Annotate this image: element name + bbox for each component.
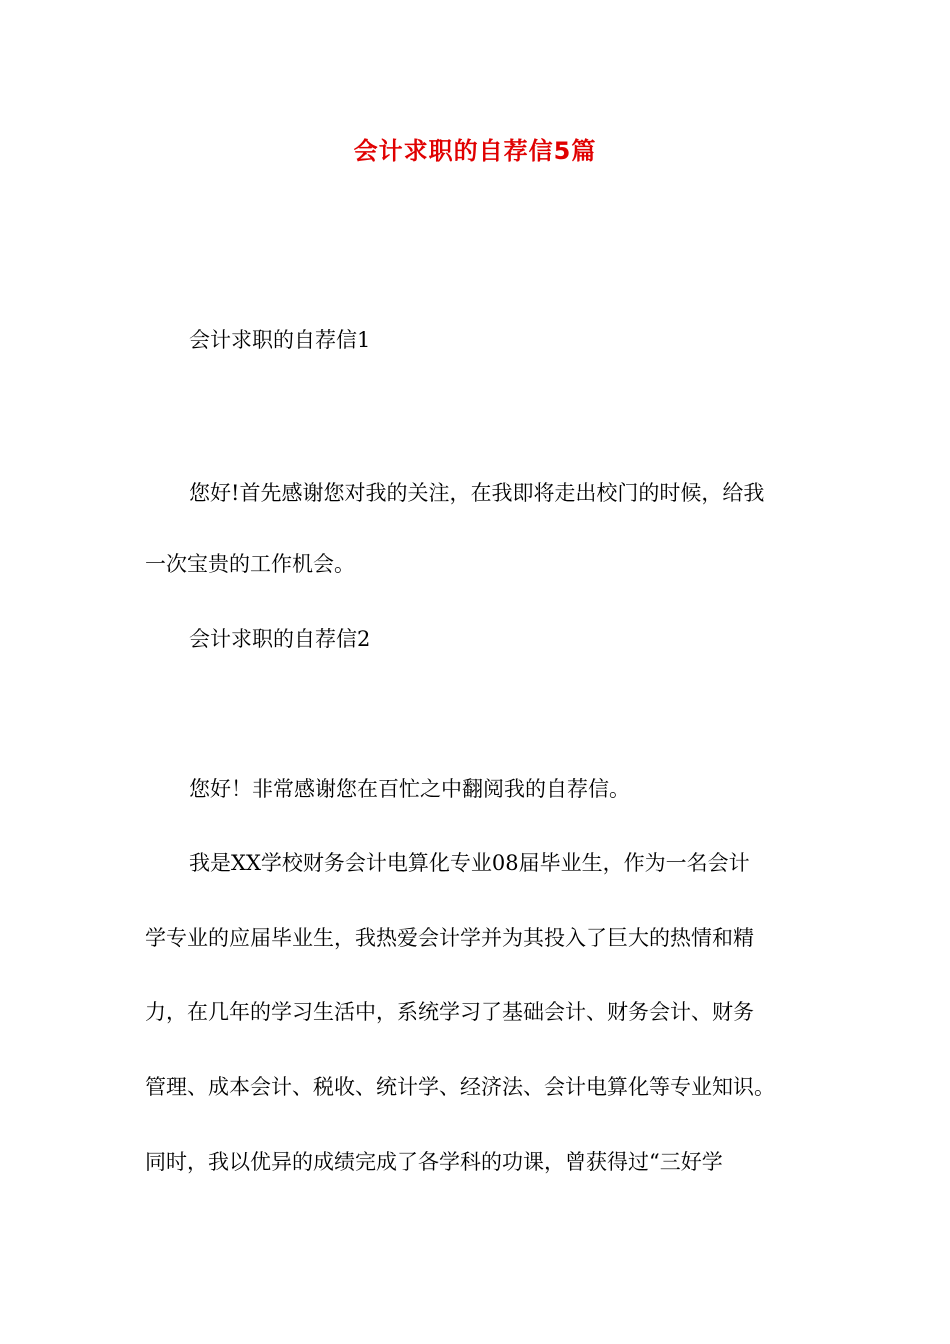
section-heading-1: 会计求职的自荐信1 xyxy=(189,328,371,352)
document-title: 会计求职的自荐信5篇 xyxy=(353,137,597,165)
paragraph-line: 一次宝贵的工作机会。 xyxy=(145,552,355,576)
paragraph-line: 学专业的应届毕业生，我热爱会计学并为其投入了巨大的热情和精 xyxy=(145,926,754,950)
paragraph-line: 同时，我以优异的成绩完成了各学科的功课，曾获得过“三好学 xyxy=(145,1150,723,1174)
paragraph-line: 力，在几年的学习生活中，系统学习了基础会计、财务会计、财务 xyxy=(145,1000,754,1024)
paragraph-line: 您好!首先感谢您对我的关注，在我即将走出校门的时候，给我 xyxy=(189,481,765,505)
paragraph-line: 我是XX学校财务会计电算化专业08届毕业生，作为一名会计 xyxy=(189,851,750,875)
paragraph-line: 管理、成本会计、税收、统计学、经济法、会计电算化等专业知识。 xyxy=(145,1075,775,1099)
section-heading-2: 会计求职的自荐信2 xyxy=(189,627,371,651)
paragraph-line: 您好！非常感谢您在百忙之中翻阅我的自荐信。 xyxy=(189,777,630,801)
